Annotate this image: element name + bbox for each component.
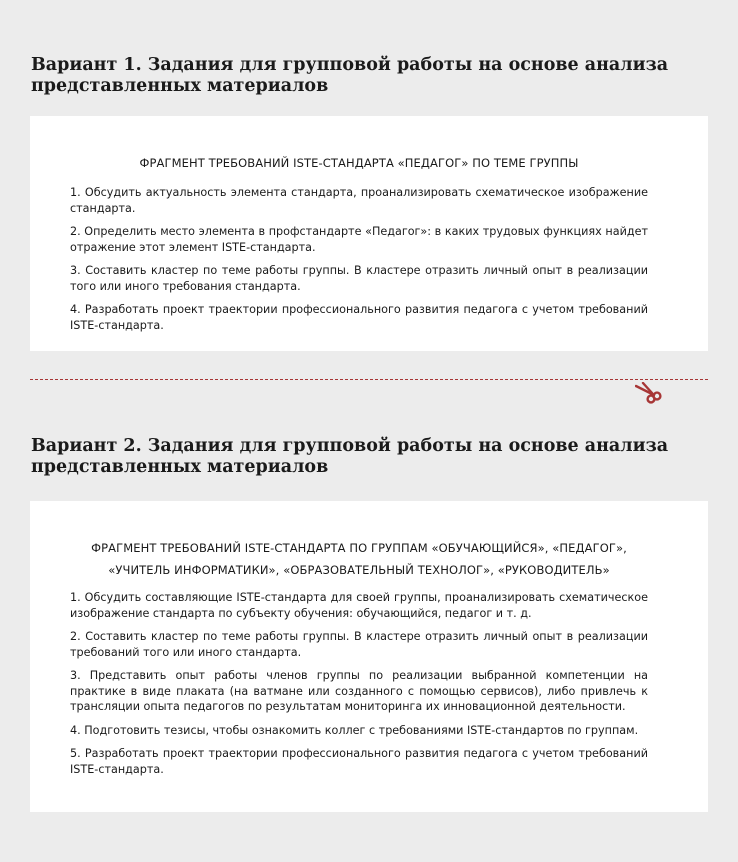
scissors-icon xyxy=(635,382,665,404)
variant-1-card-title: ФРАГМЕНТ ТРЕБОВАНИЙ ISTE-СТАНДАРТА «ПЕДАГОГ» ПО ТЕМЕ ГРУППЫ xyxy=(139,156,579,170)
cut-line-separator xyxy=(30,379,708,380)
task-item: 4. Подготовить тезисы, чтобы ознакомить коллег с требованиями ISTE-стандартов по группам. xyxy=(70,723,639,737)
task-item: 5. Разработать проект траектории профессионального развития педагога с учетом требований ISTE-стандарта. xyxy=(70,747,648,776)
variant-2-card-title: ФРАГМЕНТ ТРЕБОВАНИЙ ISTE-СТАНДАРТА ПО ГРУППАМ «ОБУЧАЮЩИЙСЯ», «ПЕДАГОГ», «УЧИТЕЛЬ ИНФОРМАТИКИ», «ОБРАЗОВАТЕЛЬНЫЙ ТЕХНОЛОГ», «РУКОВОДИТЕЛЬ» xyxy=(91,541,627,577)
task-item: 3. Представить опыт работы членов группы по реализации выбранной компетенции на практике в виде плаката (на ватмане или созданного с помощью сервисов), либо привлечь к трансляции опыта педагогов по результатам мониторинга их инновационной деятельности. xyxy=(70,669,648,713)
variant-2-card xyxy=(30,501,708,812)
variant-1-task-list xyxy=(70,185,648,333)
variant-2-heading: Вариант 2. Задания для групповой работы на основе анализа представленных материалов xyxy=(31,436,669,477)
task-item: 1. Обсудить актуальность элемента стандарта, проанализировать схематическое изображение стандарта. xyxy=(70,186,648,215)
task-item: 1. Обсудить составляющие ISTE-стандарта для своей группы, проанализировать схематическое изображение стандарта по субъекту обучения: обучающийся, педагог и т. д. xyxy=(70,591,648,620)
variant-1-card xyxy=(30,116,708,351)
task-item: 2. Определить место элемента в профстандарте «Педагог»: в каких трудовых функциях найдет отражение этот элемент ISTE-стандарта. xyxy=(70,225,648,254)
task-item: 4. Разработать проект траектории профессионального развития педагога с учетом требований ISTE-стандарта. xyxy=(70,303,648,332)
task-item: 3. Составить кластер по теме работы группы. В кластере отразить личный опыт в реализации того или иного требования стандарта. xyxy=(70,264,648,293)
variant-1-heading: Вариант 1. Задания для групповой работы на основе анализа представленных материалов xyxy=(31,55,669,96)
variant-2-task-list xyxy=(70,590,648,777)
task-item: 2. Составить кластер по теме работы группы. В кластере отразить личный опыт в реализации требований того или иного стандарта. xyxy=(70,630,648,659)
